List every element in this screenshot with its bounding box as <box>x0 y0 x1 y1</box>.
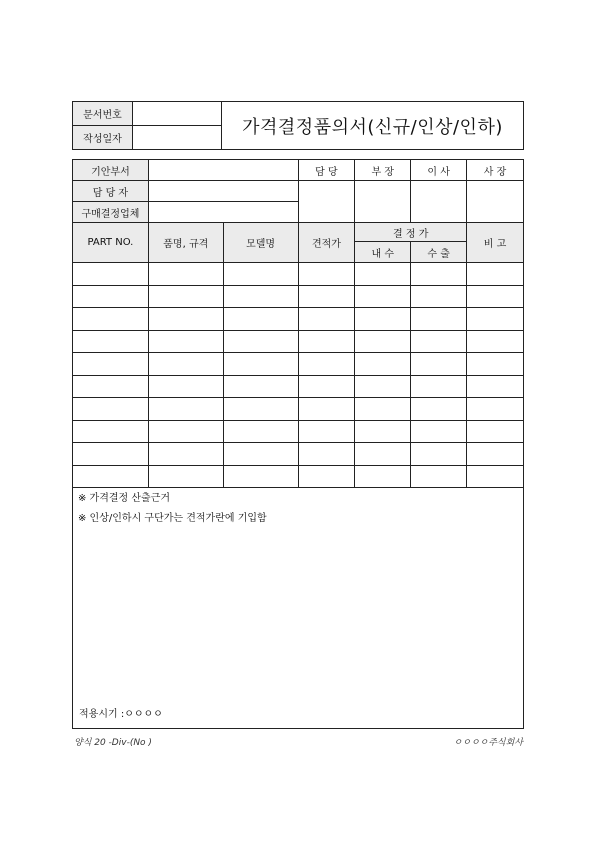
table-cell[interactable] <box>411 398 467 421</box>
table-cell[interactable] <box>355 330 411 353</box>
table-cell[interactable] <box>467 285 524 308</box>
table-cell[interactable] <box>223 398 298 421</box>
table-cell[interactable] <box>148 308 223 331</box>
table-cell[interactable] <box>411 263 467 286</box>
table-cell[interactable] <box>355 443 411 466</box>
table-cell[interactable] <box>467 308 524 331</box>
table-cell[interactable] <box>411 308 467 331</box>
table-cell[interactable] <box>467 420 524 443</box>
table-cell[interactable] <box>73 398 149 421</box>
col-name-spec: 품명, 규격 <box>148 223 223 263</box>
table-cell[interactable] <box>411 420 467 443</box>
table-cell[interactable] <box>467 263 524 286</box>
doc-no-label: 문서번호 <box>73 102 133 126</box>
table-cell[interactable] <box>298 308 355 331</box>
table-cell[interactable] <box>148 443 223 466</box>
table-cell[interactable] <box>148 263 223 286</box>
table-row <box>73 443 524 466</box>
table-cell[interactable] <box>298 375 355 398</box>
table-row <box>73 375 524 398</box>
table-cell[interactable] <box>223 420 298 443</box>
col-export: 수 출 <box>411 242 467 263</box>
signature-box-manager[interactable] <box>355 181 411 223</box>
table-cell[interactable] <box>298 443 355 466</box>
table-cell[interactable] <box>355 420 411 443</box>
table-row <box>73 308 524 331</box>
table-cell[interactable] <box>411 443 467 466</box>
table-cell[interactable] <box>467 375 524 398</box>
table-cell[interactable] <box>223 330 298 353</box>
table-row <box>73 285 524 308</box>
approval-title-director: 이 사 <box>411 160 467 181</box>
table-cell[interactable] <box>73 308 149 331</box>
table-cell[interactable] <box>73 330 149 353</box>
table-cell[interactable] <box>223 375 298 398</box>
table-cell[interactable] <box>355 375 411 398</box>
table-row <box>73 420 524 443</box>
dept-field[interactable] <box>148 160 298 181</box>
date-field[interactable] <box>133 126 222 150</box>
col-quote-price: 견적가 <box>298 223 355 263</box>
table-cell[interactable] <box>148 398 223 421</box>
table-cell[interactable] <box>411 353 467 376</box>
table-row <box>73 330 524 353</box>
col-part-no: PART NO. <box>73 223 149 263</box>
table-cell[interactable] <box>467 398 524 421</box>
dept-label: 기안부서 <box>73 160 149 181</box>
table-cell[interactable] <box>411 330 467 353</box>
table-cell[interactable] <box>73 263 149 286</box>
table-cell[interactable] <box>223 443 298 466</box>
signature-box-staff[interactable] <box>298 181 355 223</box>
approval-title-manager: 부 장 <box>355 160 411 181</box>
table-row <box>73 353 524 376</box>
table-cell[interactable] <box>298 330 355 353</box>
apply-period: 적용시기 :ㅇㅇㅇㅇ <box>79 709 163 720</box>
approval-title-staff: 담 당 <box>298 160 355 181</box>
signature-box-president[interactable] <box>467 181 524 223</box>
table-cell[interactable] <box>467 443 524 466</box>
table-cell[interactable] <box>355 285 411 308</box>
doc-no-field[interactable] <box>133 102 222 126</box>
notes-section <box>72 480 524 729</box>
table-cell[interactable] <box>223 285 298 308</box>
approval-title-president: 사 장 <box>467 160 524 181</box>
table-cell[interactable] <box>355 308 411 331</box>
note-basis: ※ 가격결정 산출근거 <box>78 493 171 504</box>
table-cell[interactable] <box>355 398 411 421</box>
table-cell[interactable] <box>411 285 467 308</box>
document-title: 가격결정품의서(신규/인상/인하) <box>222 102 524 150</box>
signature-box-director[interactable] <box>411 181 467 223</box>
table-cell[interactable] <box>148 353 223 376</box>
col-model: 모델명 <box>223 223 298 263</box>
table-cell[interactable] <box>467 353 524 376</box>
table-cell[interactable] <box>298 353 355 376</box>
header-table <box>72 101 524 150</box>
table-cell[interactable] <box>73 375 149 398</box>
table-cell[interactable] <box>73 420 149 443</box>
form-number: 양식 20 -Div-(No ) <box>74 738 152 748</box>
table-cell[interactable] <box>298 285 355 308</box>
table-cell[interactable] <box>355 353 411 376</box>
main-table <box>72 159 524 488</box>
table-cell[interactable] <box>411 375 467 398</box>
table-cell[interactable] <box>223 263 298 286</box>
col-remarks: 비 고 <box>467 223 524 263</box>
table-cell[interactable] <box>223 353 298 376</box>
table-cell[interactable] <box>73 353 149 376</box>
manager-label: 담 당 자 <box>73 181 149 202</box>
company-name: ㅇㅇㅇㅇ주식회사 <box>453 738 523 748</box>
date-label: 작성일자 <box>73 126 133 150</box>
table-cell[interactable] <box>148 420 223 443</box>
table-cell[interactable] <box>148 375 223 398</box>
table-cell[interactable] <box>298 420 355 443</box>
table-row <box>73 263 524 286</box>
table-cell[interactable] <box>148 330 223 353</box>
table-cell[interactable] <box>467 330 524 353</box>
table-cell[interactable] <box>73 443 149 466</box>
table-row <box>73 398 524 421</box>
table-cell[interactable] <box>148 285 223 308</box>
table-cell[interactable] <box>355 263 411 286</box>
table-cell[interactable] <box>73 285 149 308</box>
manager-field[interactable] <box>148 181 298 202</box>
table-cell[interactable] <box>298 263 355 286</box>
table-cell[interactable] <box>223 308 298 331</box>
vendor-field[interactable] <box>148 202 298 223</box>
col-domestic: 내 수 <box>355 242 411 263</box>
col-decided-price: 결 정 가 <box>355 223 467 242</box>
table-cell[interactable] <box>298 398 355 421</box>
note-instruction: ※ 인상/인하시 구단가는 견적가란에 기입함 <box>78 513 267 524</box>
vendor-label: 구매결정업체 <box>73 202 149 223</box>
